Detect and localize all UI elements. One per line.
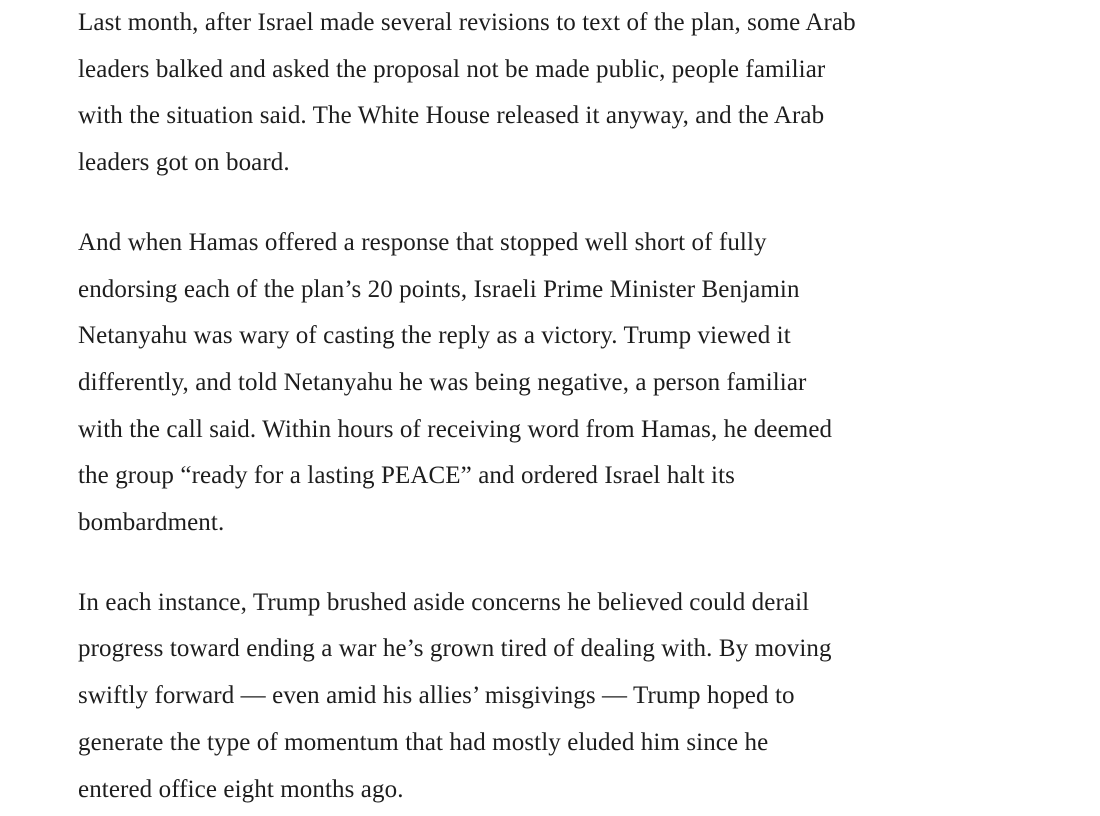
text-line: bombardment. (78, 509, 225, 537)
text-line: entered office eight months ago. (78, 775, 404, 803)
text-line: with the call said. Within hours of receiving word from Hamas, he deemed (78, 415, 833, 443)
paragraph (78, 580, 1063, 814)
text-line: progress toward ending a war he’s grown tired of dealing with. By moving (78, 635, 832, 663)
paragraph (78, 0, 1063, 187)
text-line: leaders balked and asked the proposal not be made public, people familiar (78, 55, 826, 83)
text-line: And when Hamas offered a response that stopped well short of fully (78, 228, 767, 256)
text-line: Netanyahu was wary of casting the reply as a victory. Trump viewed it (78, 322, 791, 350)
article-body (78, 0, 1063, 813)
text-line: leaders got on board. (78, 149, 290, 177)
text-line: generate the type of momentum that had mostly eluded him since he (78, 728, 769, 756)
text-line: swiftly forward — even amid his allies’ misgivings — Trump hoped to (78, 682, 795, 710)
text-line: differently, and told Netanyahu he was being negative, a person familiar (78, 368, 807, 396)
paragraph (78, 220, 1063, 547)
text-line: with the situation said. The White House released it anyway, and the Arab (78, 102, 825, 130)
text-line: Last month, after Israel made several revisions to text of the plan, some Arab (78, 9, 856, 36)
text-line: In each instance, Trump brushed aside concerns he believed could derail (78, 588, 810, 616)
text-line: the group “ready for a lasting PEACE” and ordered Israel halt its (78, 462, 735, 490)
text-line: endorsing each of the plan’s 20 points, Israeli Prime Minister Benjamin (78, 275, 800, 303)
